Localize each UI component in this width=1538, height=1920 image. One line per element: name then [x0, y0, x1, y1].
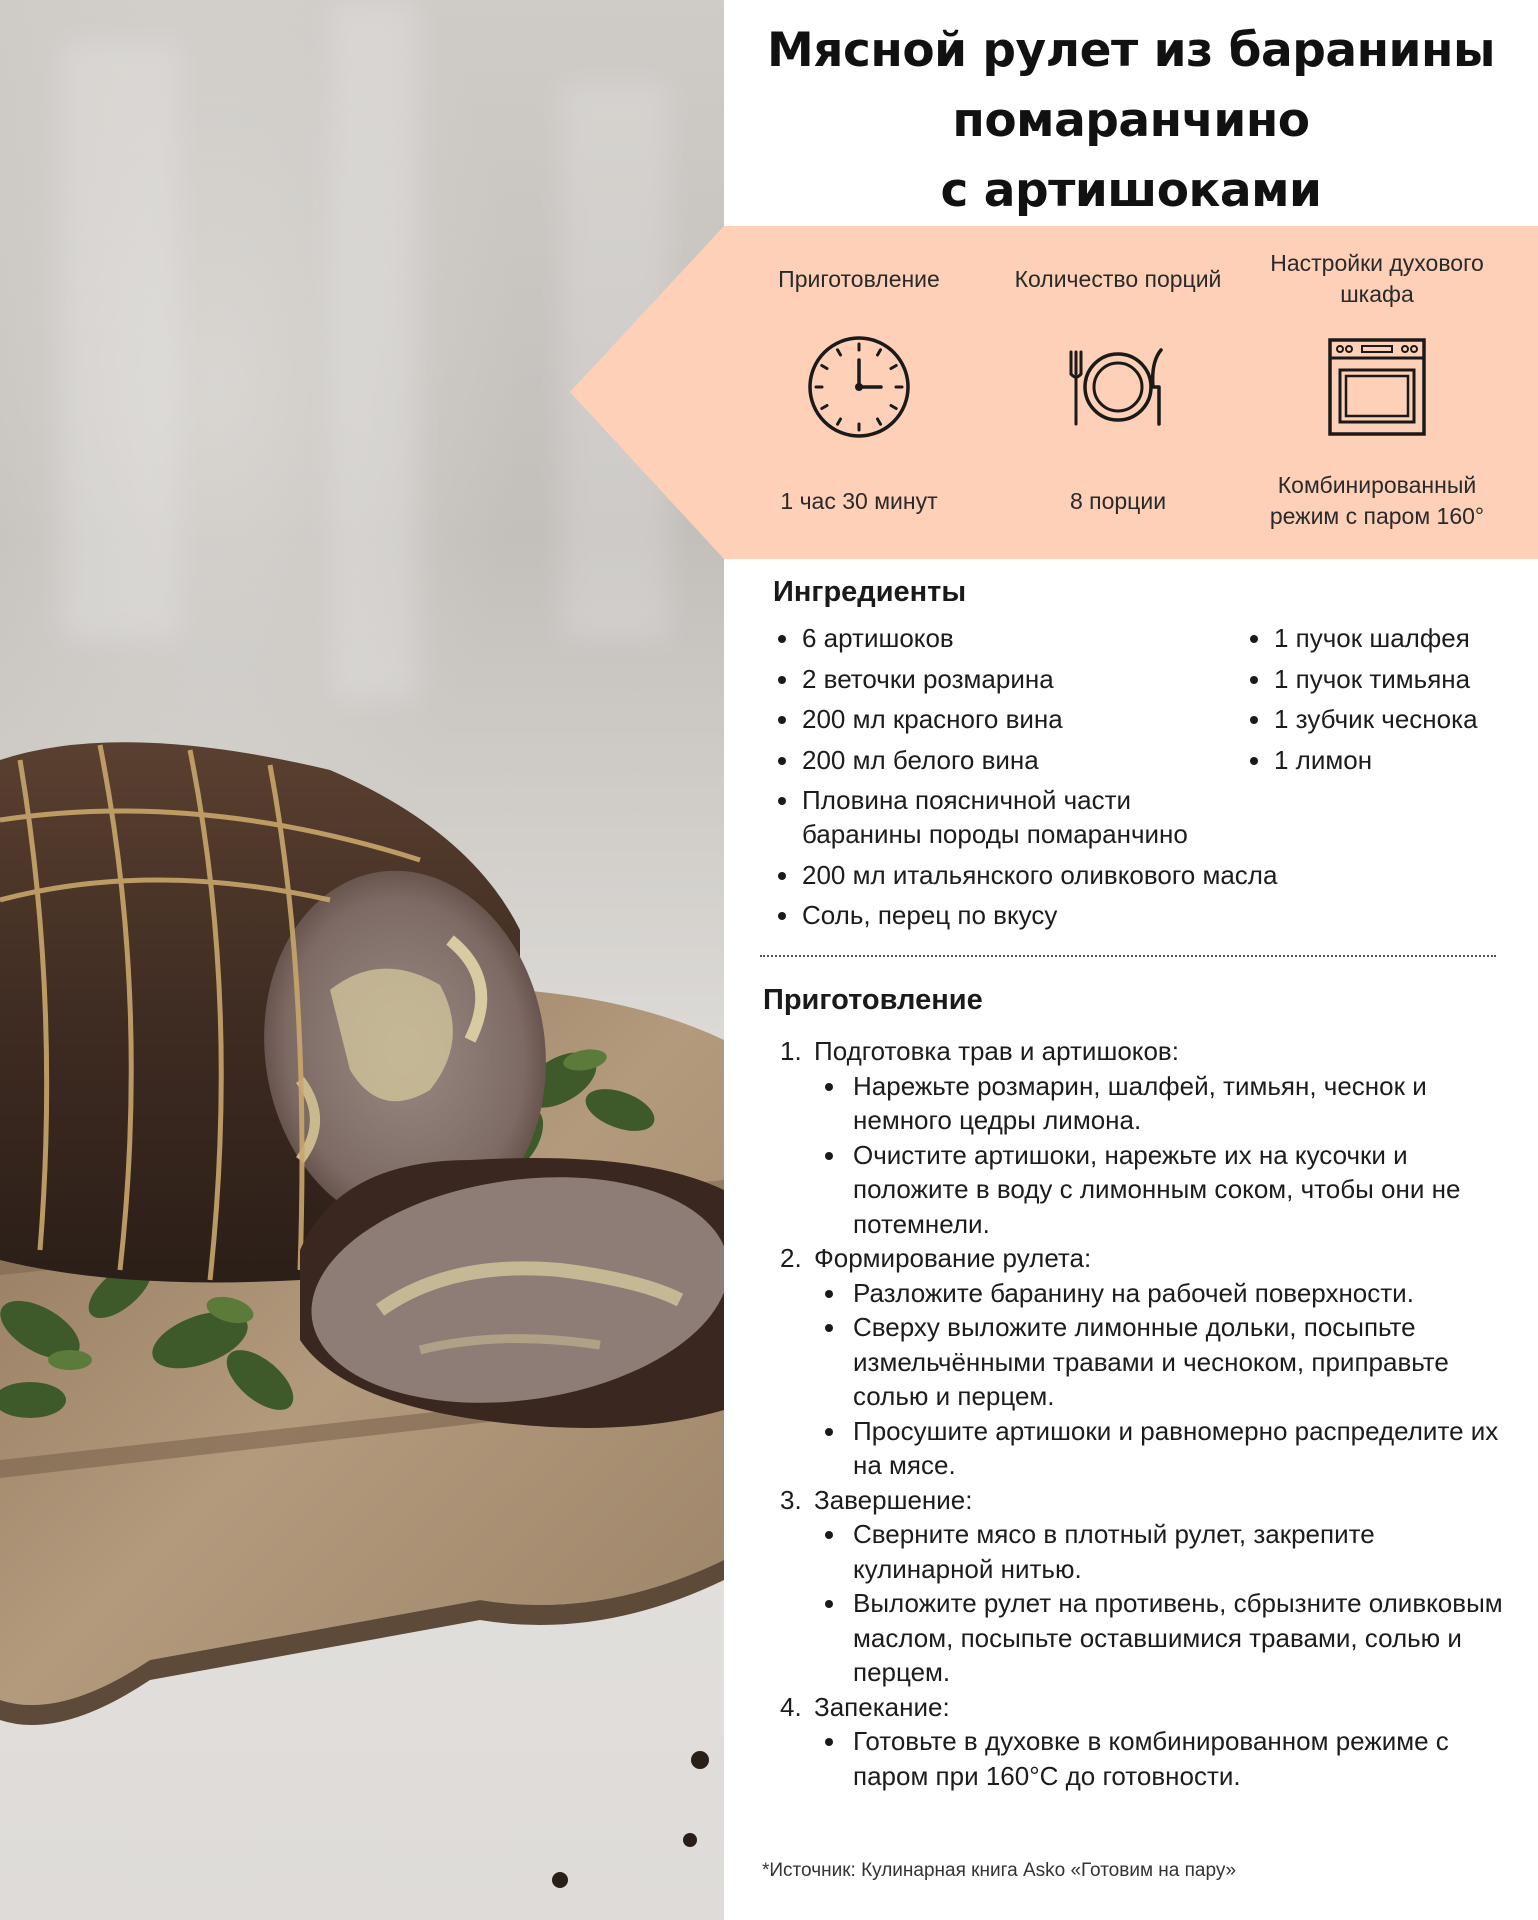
- recipe-title-line: помаранчино: [952, 93, 1310, 148]
- info-oven-value: Комбинированный режим с паром 160°: [1269, 472, 1485, 529]
- step-title: Запекание:: [814, 1691, 950, 1722]
- list-item: Очистите артишоки, нарежьте их на кусочки и положите в воду с лимонным соком, чтобы они не потемнели.: [819, 1138, 1508, 1242]
- recipe-title-line: с артишоками: [940, 163, 1322, 218]
- step-number: 1.: [780, 1036, 802, 1066]
- list-item: 200 мл белого вина: [774, 743, 1334, 777]
- recipe-title: [724, 16, 1538, 226]
- list-item: Сверху выложите лимонные дольки, посыпьте измельчёнными травами и чесноком, приправьте солью и перцем.: [819, 1310, 1508, 1414]
- recipe-title-line: Мясной рулет из баранины: [767, 23, 1495, 78]
- list-item: 6 артишоков: [774, 621, 1334, 655]
- info-prep-label: Приготовление: [778, 265, 940, 292]
- preparation-steps: [778, 1034, 1508, 1793]
- list-item: 1 лимон: [1246, 743, 1526, 777]
- step-number: 4.: [780, 1691, 802, 1722]
- list-item: Сверните мясо в плотный рулет, закрепите кулинарной нитью.: [819, 1517, 1508, 1586]
- info-oven-label: Настройки духового шкафа: [1270, 250, 1484, 307]
- list-item: Пловина поясничной части баранины породы помаранчино: [774, 783, 1244, 851]
- list-item: 1 зубчик чеснока: [1246, 702, 1526, 736]
- step: [778, 1483, 1508, 1690]
- list-item: 1 пучок тимьяна: [1246, 662, 1526, 696]
- info-prep-time: [729, 226, 989, 559]
- source-note: *Источник: Кулинарная книга Asko «Готовим на пару»: [762, 1860, 1237, 1881]
- step-title: Формирование рулета:: [814, 1243, 1092, 1273]
- list-item: Соль, перец по вкусу: [774, 898, 1334, 932]
- step: [778, 1690, 1508, 1794]
- list-item: Разложите баранину на рабочей поверхности.: [819, 1276, 1508, 1311]
- list-item: 200 мл красного вина: [774, 702, 1334, 736]
- clock-icon: [804, 332, 914, 442]
- info-servings-label: Количество порций: [1014, 265, 1222, 292]
- list-item: 200 мл итальянского оливкового масла: [774, 858, 1334, 892]
- list-item: Выложите рулет на противень, сбрызните оливковым маслом, посыпьте оставшимися травами, солью и перцем.: [819, 1586, 1508, 1690]
- list-item: Просушите артишоки и равномерно распределите их на мясе.: [819, 1414, 1508, 1483]
- preparation-heading: Приготовление: [763, 984, 983, 1016]
- list-item: Нарежьте розмарин, шалфей, тимьян, чеснок и немного цедры лимона.: [819, 1069, 1508, 1138]
- info-band: [570, 226, 1538, 559]
- ingredients-heading: Ингредиенты: [773, 576, 967, 608]
- section-divider: [760, 955, 1496, 957]
- step-number: 2.: [780, 1243, 802, 1273]
- info-oven: [1247, 226, 1507, 559]
- oven-icon: [1322, 332, 1432, 442]
- step-title: Завершение:: [814, 1484, 973, 1515]
- step: [778, 1034, 1508, 1241]
- step-title: Подготовка трав и артишоков:: [814, 1036, 1179, 1066]
- step-number: 3.: [780, 1484, 802, 1515]
- list-item: 1 пучок шалфея: [1246, 621, 1526, 655]
- info-servings-value: 8 порции: [1069, 487, 1167, 514]
- info-servings: [988, 226, 1248, 559]
- ingredients-list-right: [1246, 621, 1526, 783]
- list-item: Готовьте в духовке в комбинированном режиме с паром при 160°C до готовности.: [819, 1724, 1508, 1793]
- plate-cutlery-icon: [1063, 332, 1173, 442]
- list-item: 2 веточки розмарина: [774, 662, 1334, 696]
- step: [778, 1241, 1508, 1483]
- info-prep-value: 1 час 30 минут: [780, 487, 938, 514]
